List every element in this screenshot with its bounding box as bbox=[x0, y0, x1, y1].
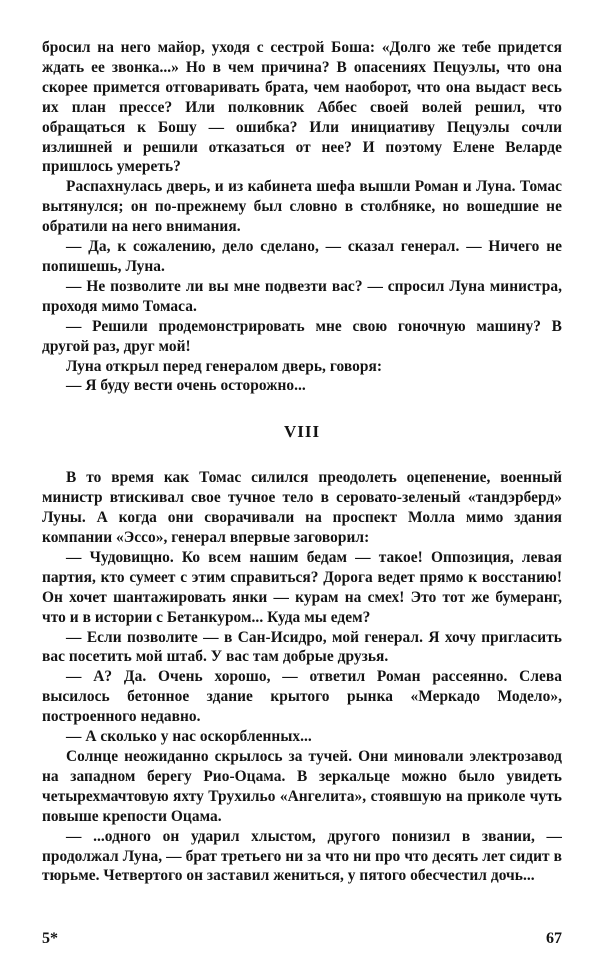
paragraph: — Я буду вести очень осторожно... bbox=[66, 377, 306, 395]
paragraph: — А? Да. Очень хорошо, — ответил Роман рассеянно. Слева высилось бетонное здание крытого рынка «Меркадо Модело», построенного недавно. bbox=[42, 668, 562, 726]
page-body bbox=[42, 38, 562, 886]
paragraph: — Не позволите ли вы мне подвезти вас? — спросил Луна министра, проходя мимо Томаса. bbox=[42, 277, 562, 315]
paragraph: Распахнулась дверь, и из кабинета шефа вышли Роман и Луна. Томас вытянулся; он по-прежнему был словно в столбняке, но вошедшие не обратили на него внимания. bbox=[42, 178, 562, 236]
paragraph: Солнце неожиданно скрылось за тучей. Они миновали электрозавод на западном берегу Рио-Оцама. В зеркальце можно было увидеть четырехмачтовую яхту Трухильо «Ангелита», стоявшую на приколе чуть повыше крепости Оцама. bbox=[42, 748, 562, 825]
paragraph: — Решили продемонстрировать мне свою гоночную машину? В другой раз, друг мой! bbox=[42, 317, 562, 355]
signature-mark: 5* bbox=[42, 930, 58, 947]
paragraph: бросил на него майор, уходя с сестрой Боша: «Долго же тебе придется ждать ее звонка...» Но в чем причина? В опасениях Пецуэлы, что она скорее примется отговаривать брата, чем наоборот, что она выдаст весь их план прессе? Или полковник Аббес своей волей решил, что обращаться к Бошу — ошибка? Или инициативу Пецуэлы сочли излишней и решили отказаться от нее? И поэтому Елене Веларде пришлось умереть? bbox=[42, 39, 562, 176]
paragraph: — А сколько у нас оскорбленных... bbox=[66, 728, 312, 746]
page-number: 67 bbox=[546, 930, 562, 947]
paragraph: — Чудовищно. Ко всем нашим бедам — такое! Оппозиция, левая партия, кто сумеет с этим справиться? Дорога ведет прямо к восстанию! Он хочет шантажировать янки — курам на смех! Это тот же бумеранг, что и в истории с Бетанкуром... Куда мы едем? bbox=[42, 548, 562, 626]
chapter-heading: VIII bbox=[283, 422, 321, 442]
paragraph: Луна открыл перед генералом дверь, говоря: bbox=[66, 357, 383, 375]
paragraph: — ...одного он ударил хлыстом, другого понизил в звании, — продолжал Луна, — брат третьего ни за что ни про что десять лет сидит в тюрьме. Четвертого он заставил жениться, у пятого обесчестил дочь... bbox=[42, 827, 562, 885]
paragraph: В то время как Томас силился преодолеть оцепенение, военный министр втискивал свое тучное тело в серовато-зеленый «тандэрберд» Луны. А когда они сворачивали на проспект Молла мимо здания компании «Эссо», генерал впервые заговорил: bbox=[42, 469, 562, 547]
paragraph: — Да, к сожалению, дело сделано, — сказал генерал. — Ничего не попишешь, Луна. bbox=[42, 238, 562, 275]
paragraph: — Если позволите — в Сан-Исидро, мой генерал. Я хочу пригласить вас посетить мой штаб. У вас там добрые друзья. bbox=[42, 628, 562, 666]
